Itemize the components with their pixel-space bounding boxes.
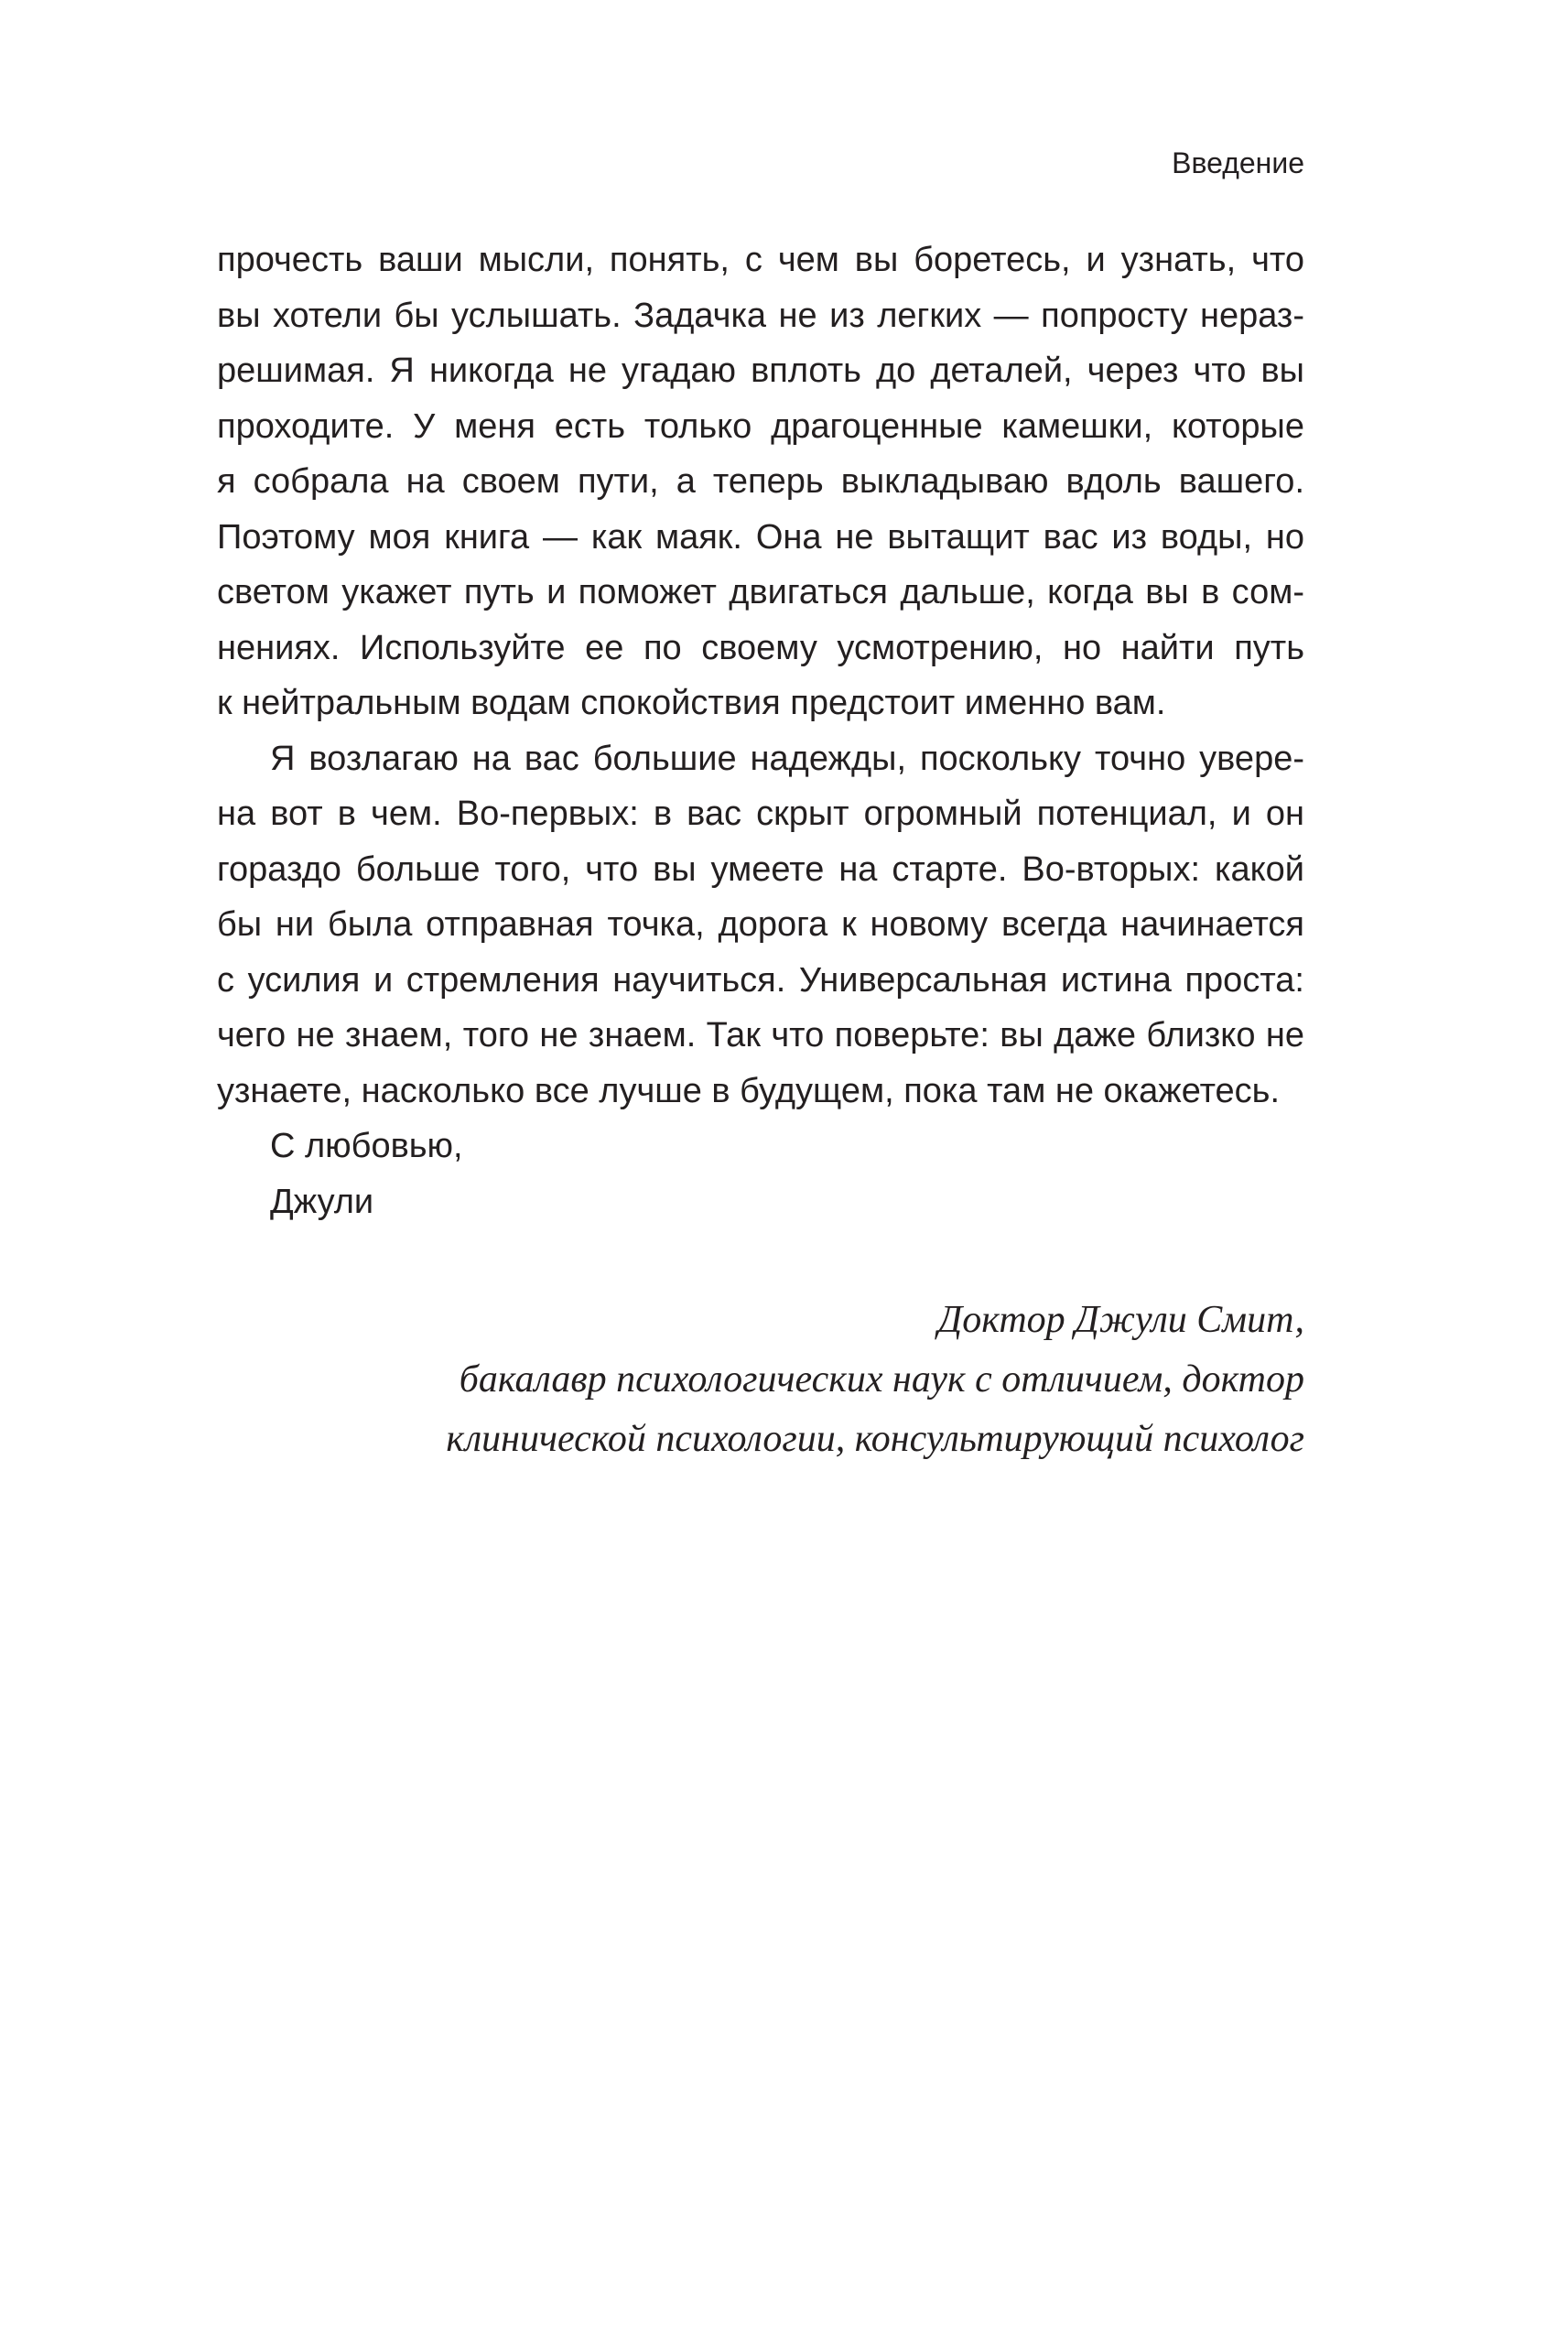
body-text (217, 233, 1304, 1229)
closing (217, 1119, 1304, 1229)
text-line: светом укажет путь и поможет двигаться дальше, когда вы в сом- (217, 573, 1304, 611)
text-line: Поэтому моя книга — как маяк. Она не вытащит вас из воды, но (217, 517, 1304, 557)
text-line: на вот в чем. Во-первых: в вас скрыт огромный потенциал, и он (217, 795, 1304, 833)
text-line: чего не знаем, того не знаем. Так что поверьте: вы даже близко не (217, 1016, 1304, 1054)
text-line: я собрала на своем пути, а теперь выкладываю вдоль вашего. (217, 462, 1304, 501)
text-line: прочесть ваши мысли, понять, с чем вы боретесь, и узнать, что (217, 241, 1304, 279)
signature-line: бакалавр психологических наук с отличием, доктор (459, 1358, 1304, 1401)
text-line: бы ни была отправная точка, дорога к новому всегда начинается (217, 905, 1304, 944)
text-line: нениях. Используйте ее по своему усмотрению, но найти путь (217, 628, 1304, 667)
text-line: вы хотели бы услышать. Задачка не из легких — попросту нераз- (217, 296, 1304, 335)
signature-line: Доктор Джули Смит, (937, 1299, 1304, 1341)
text-line: Я возлагаю на вас большие надежды, поскольку точно увере- (270, 739, 1304, 778)
text-line: к нейтральным водам спокойствия предстоит именно вам. (217, 684, 1166, 722)
text-line: гораздо больше того, что вы умеете на старте. Во-вторых: какой (217, 849, 1304, 889)
closing-salutation: С любовью, (270, 1127, 463, 1165)
paragraph-1 (217, 233, 1304, 731)
running-head: Введение (1172, 146, 1304, 179)
paragraph-2 (217, 731, 1304, 1119)
text-line: с усилия и стремления научиться. Универсальная истина проста: (217, 960, 1304, 1000)
text-line: решимая. Я никогда не угадаю вплоть до деталей, через что вы (217, 351, 1304, 390)
closing-name: Джули (270, 1182, 374, 1221)
author-signature (446, 1291, 1304, 1469)
text-line: узнаете, насколько все лучше в будущем, пока там не окажетесь. (217, 1071, 1281, 1110)
text-line: проходите. У меня есть только драгоценные камешки, которые (217, 406, 1304, 446)
signature-line: клинической психологии, консультирующий психолог (446, 1418, 1304, 1460)
